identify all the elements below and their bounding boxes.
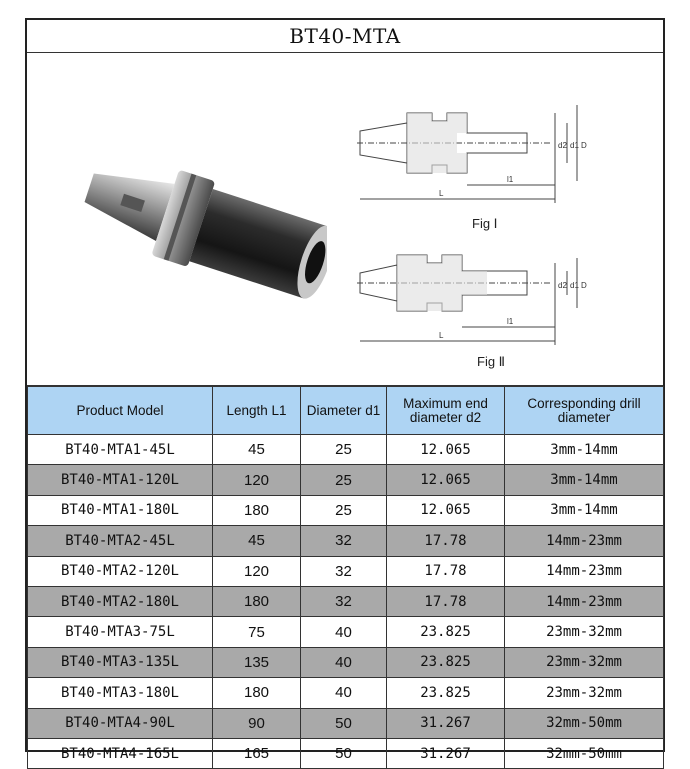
dim-d2-fig2: d2 — [558, 281, 567, 290]
cell-product-model: BT40-MTA2-180L — [28, 586, 213, 616]
cell-length-l1: 135 — [213, 647, 301, 677]
header-diameter-d1: Diameter d1 — [301, 387, 387, 435]
cell-drill-diameter: 3mm-14mm — [505, 435, 664, 465]
table-row — [28, 556, 664, 586]
dim-d1-fig1: d1 — [570, 141, 579, 150]
dim-L-fig2: L — [439, 331, 444, 340]
cell-diameter-d1: 32 — [301, 556, 387, 586]
cell-length-l1: 75 — [213, 617, 301, 647]
table-row — [28, 465, 664, 495]
dim-D-fig2: D — [581, 281, 587, 290]
dim-d1-fig2: d1 — [570, 281, 579, 290]
cell-length-l1: 45 — [213, 526, 301, 556]
cell-diameter-d1: 50 — [301, 708, 387, 738]
cell-diameter-d1: 40 — [301, 617, 387, 647]
header-max-end-diameter-d2: Maximum end diameter d2 — [387, 387, 505, 435]
cell-product-model: BT40-MTA1-120L — [28, 465, 213, 495]
cell-product-model: BT40-MTA2-45L — [28, 526, 213, 556]
table-row — [28, 738, 664, 768]
cell-max-end-diameter-d2: 23.825 — [387, 678, 505, 708]
header-length-l1: Length L1 — [213, 387, 301, 435]
cell-max-end-diameter-d2: 17.78 — [387, 586, 505, 616]
header-product-model: Product Model — [28, 387, 213, 435]
cell-diameter-d1: 25 — [301, 465, 387, 495]
product-sheet — [25, 18, 665, 763]
cell-product-model: BT40-MTA4-90L — [28, 708, 213, 738]
cell-max-end-diameter-d2: 12.065 — [387, 495, 505, 525]
cell-length-l1: 90 — [213, 708, 301, 738]
dim-l1-fig1: l1 — [507, 175, 514, 184]
cell-diameter-d1: 25 — [301, 435, 387, 465]
cell-drill-diameter: 32mm-50mm — [505, 738, 664, 768]
cell-product-model: BT40-MTA3-135L — [28, 647, 213, 677]
cell-product-model: BT40-MTA1-45L — [28, 435, 213, 465]
cell-product-model: BT40-MTA2-120L — [28, 556, 213, 586]
cell-max-end-diameter-d2: 31.267 — [387, 708, 505, 738]
cell-max-end-diameter-d2: 23.825 — [387, 647, 505, 677]
table-body — [28, 435, 664, 769]
cell-drill-diameter: 14mm-23mm — [505, 526, 664, 556]
table-row — [28, 435, 664, 465]
cell-diameter-d1: 50 — [301, 738, 387, 768]
fig1-label: Fig Ⅰ — [472, 216, 498, 231]
table-header-row — [28, 387, 664, 435]
cell-drill-diameter: 23mm-32mm — [505, 617, 664, 647]
dim-l1-fig2: l1 — [507, 317, 514, 326]
figure-area — [27, 53, 663, 386]
cell-drill-diameter: 3mm-14mm — [505, 465, 664, 495]
cell-max-end-diameter-d2: 23.825 — [387, 617, 505, 647]
cell-drill-diameter: 3mm-14mm — [505, 495, 664, 525]
table-row — [28, 647, 664, 677]
cell-length-l1: 165 — [213, 738, 301, 768]
cell-max-end-diameter-d2: 17.78 — [387, 526, 505, 556]
header-drill-diameter: Corresponding drill diameter — [505, 387, 664, 435]
cell-product-model: BT40-MTA3-180L — [28, 678, 213, 708]
table-row — [28, 708, 664, 738]
cell-diameter-d1: 25 — [301, 495, 387, 525]
cell-diameter-d1: 32 — [301, 586, 387, 616]
cell-max-end-diameter-d2: 17.78 — [387, 556, 505, 586]
table-row — [28, 586, 664, 616]
fig2-label: Fig Ⅱ — [477, 354, 506, 369]
cell-length-l1: 180 — [213, 495, 301, 525]
cell-max-end-diameter-d2: 12.065 — [387, 465, 505, 495]
dim-L-fig1: L — [439, 189, 444, 198]
cell-drill-diameter: 14mm-23mm — [505, 556, 664, 586]
cell-drill-diameter: 14mm-23mm — [505, 586, 664, 616]
cell-length-l1: 120 — [213, 465, 301, 495]
cell-diameter-d1: 40 — [301, 678, 387, 708]
cell-diameter-d1: 32 — [301, 526, 387, 556]
page-title: BT40-MTA — [27, 20, 663, 53]
cell-drill-diameter: 23mm-32mm — [505, 678, 664, 708]
cell-length-l1: 180 — [213, 586, 301, 616]
specification-table — [27, 386, 664, 769]
cell-product-model: BT40-MTA1-180L — [28, 495, 213, 525]
cell-length-l1: 180 — [213, 678, 301, 708]
table-row — [28, 678, 664, 708]
dim-D-fig1: D — [581, 141, 587, 150]
table-row — [28, 495, 664, 525]
cell-max-end-diameter-d2: 31.267 — [387, 738, 505, 768]
table-row — [28, 526, 664, 556]
drawing-fig2 — [357, 255, 577, 345]
cell-drill-diameter: 23mm-32mm — [505, 647, 664, 677]
cell-length-l1: 45 — [213, 435, 301, 465]
dim-d2-fig1: d2 — [558, 141, 567, 150]
cell-product-model: BT40-MTA4-165L — [28, 738, 213, 768]
product-photo — [27, 53, 327, 386]
table-row — [28, 617, 664, 647]
cell-diameter-d1: 40 — [301, 647, 387, 677]
drawing-fig1 — [357, 105, 577, 203]
cell-max-end-diameter-d2: 12.065 — [387, 435, 505, 465]
technical-drawings — [327, 53, 663, 386]
cell-length-l1: 120 — [213, 556, 301, 586]
cell-product-model: BT40-MTA3-75L — [28, 617, 213, 647]
cell-drill-diameter: 32mm-50mm — [505, 708, 664, 738]
